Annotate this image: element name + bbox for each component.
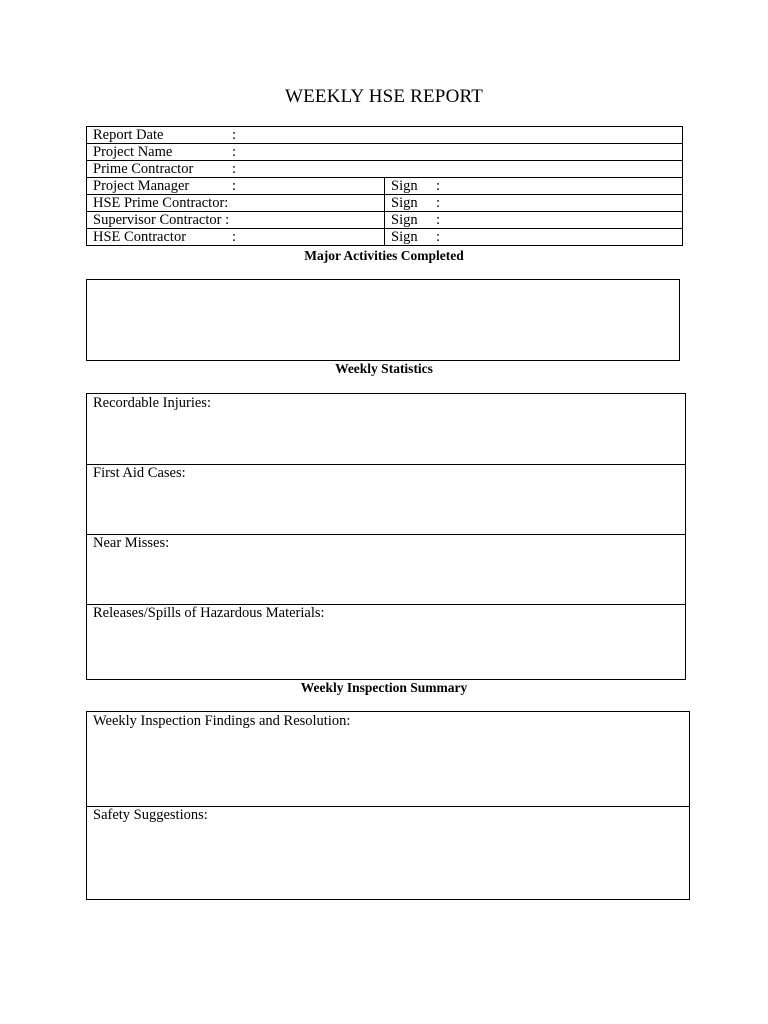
- sign-colon: :: [436, 178, 441, 194]
- supervisor-contractor-field[interactable]: [87, 212, 385, 229]
- info-label: Project Manager: [93, 178, 190, 194]
- info-colon: :: [232, 178, 237, 194]
- info-row-project-name: [87, 144, 683, 161]
- hse-prime-contractor-sign-field[interactable]: [385, 195, 683, 212]
- info-colon: :: [232, 144, 237, 160]
- info-row-project-manager: [87, 178, 683, 195]
- hse-prime-contractor-field[interactable]: [87, 195, 385, 212]
- near-misses-field[interactable]: [87, 534, 685, 605]
- info-label: HSE Contractor: [93, 229, 187, 245]
- near-misses-label: Near Misses:: [93, 535, 170, 551]
- sign-colon: :: [436, 195, 441, 211]
- weekly-statistics-box: [86, 393, 686, 680]
- supervisor-contractor-sign-field[interactable]: [385, 212, 683, 229]
- info-label: Project Name: [93, 144, 173, 160]
- weekly-inspection-box: [86, 711, 690, 900]
- hse-contractor-sign-field[interactable]: [385, 229, 683, 246]
- first-aid-cases-label: First Aid Cases:: [93, 465, 186, 481]
- sign-colon: :: [436, 229, 441, 245]
- info-label: Prime Contractor: [93, 161, 194, 177]
- report-title: WEEKLY HSE REPORT: [284, 86, 484, 107]
- info-label: Supervisor Contractor :: [93, 212, 230, 228]
- hse-contractor-field[interactable]: [87, 229, 385, 246]
- safety-suggestions-label: Safety Suggestions:: [93, 807, 208, 823]
- major-activities-heading: Major Activities Completed: [304, 248, 464, 263]
- info-colon: :: [232, 127, 237, 143]
- major-activities-box[interactable]: [86, 279, 680, 361]
- sign-label: Sign: [391, 195, 418, 211]
- report-date-field[interactable]: [87, 127, 683, 144]
- recordable-injuries-label: Recordable Injuries:: [93, 395, 211, 411]
- info-label: HSE Prime Contractor:: [93, 195, 229, 211]
- report-info-table: [86, 126, 683, 246]
- project-name-field[interactable]: [87, 144, 683, 161]
- info-row-prime-contractor: [87, 161, 683, 178]
- info-colon: :: [232, 229, 237, 245]
- info-label: Report Date: [93, 127, 164, 143]
- sign-label: Sign: [391, 212, 418, 228]
- inspection-findings-field[interactable]: [87, 712, 689, 807]
- weekly-statistics-heading: Weekly Statistics: [335, 361, 433, 376]
- info-row-hse-prime-contractor: [87, 195, 683, 212]
- info-colon: :: [232, 161, 237, 177]
- project-manager-field[interactable]: [87, 178, 385, 195]
- sign-colon: :: [436, 212, 441, 228]
- weekly-inspection-heading: Weekly Inspection Summary: [300, 680, 468, 695]
- prime-contractor-field[interactable]: [87, 161, 683, 178]
- hazardous-releases-field[interactable]: [87, 604, 685, 679]
- info-row-supervisor-contractor: [87, 212, 683, 229]
- project-manager-sign-field[interactable]: [385, 178, 683, 195]
- safety-suggestions-field[interactable]: [87, 806, 689, 899]
- inspection-findings-label: Weekly Inspection Findings and Resolution:: [93, 713, 351, 729]
- first-aid-cases-field[interactable]: [87, 464, 685, 535]
- sign-label: Sign: [391, 178, 418, 194]
- info-row-hse-contractor: [87, 229, 683, 246]
- recordable-injuries-field[interactable]: [87, 394, 685, 465]
- sign-label: Sign: [391, 229, 418, 245]
- info-row-report-date: [87, 127, 683, 144]
- hazardous-releases-label: Releases/Spills of Hazardous Materials:: [93, 605, 325, 621]
